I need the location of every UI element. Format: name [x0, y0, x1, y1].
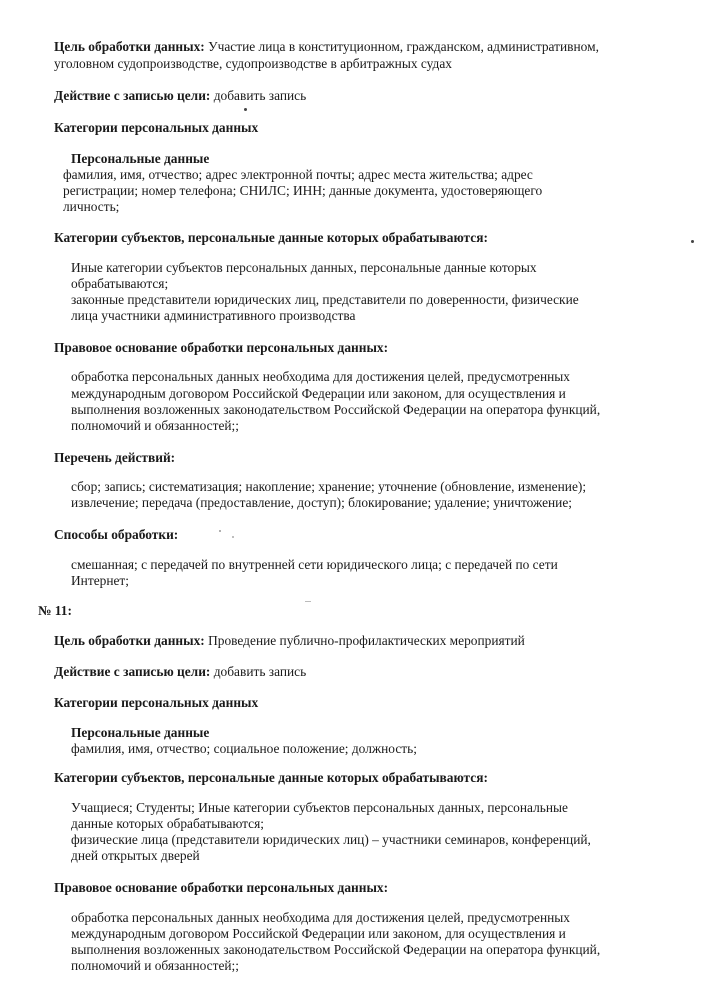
- actions-line-1: сбор; запись; систематизация; накопление; хранение; уточнение (обновление, изменение);: [71, 479, 587, 494]
- purpose-label: Цель обработки данных:: [54, 39, 205, 54]
- action-value: добавить запись: [213, 88, 307, 103]
- action-line: [54, 664, 306, 681]
- subjects-line-2: обрабатываются;: [71, 276, 169, 291]
- subjects-line-3: физические лица (представители юридических лиц) – участники семинаров, конференций,: [71, 832, 591, 847]
- action-label: Действие с записью цели:: [54, 664, 211, 679]
- scan-speck: [219, 530, 221, 532]
- pd-list-line-2: регистрации; номер телефона; СНИЛС; ИНН; данные документа, удостоверяющего: [63, 183, 543, 198]
- purpose-line-2: уголовном судопроизводстве, судопроизводстве в арбитражных судах: [54, 56, 452, 71]
- actions-line-2: извлечение; передача (предоставление, доступ); блокирование; удаление; уничтожение;: [71, 495, 573, 510]
- scan-speck: [691, 240, 694, 243]
- purpose-label: Цель обработки данных:: [54, 633, 205, 648]
- methods-heading: Способы обработки:: [54, 527, 179, 542]
- legal-line-4: полномочий и обязанностей;;: [71, 958, 239, 973]
- subjects-line-4: лица участники административного производства: [71, 308, 356, 323]
- action-line: [54, 88, 306, 105]
- purpose-value: Участие лица в конституционном, гражданском, административном,: [208, 39, 599, 54]
- pd-list-line-1: фамилия, имя, отчество; социальное положение; должность;: [71, 741, 417, 756]
- scan-speck: [244, 108, 247, 111]
- subjects-line-2: данные которых обрабатываются;: [71, 816, 264, 831]
- action-label: Действие с записью цели:: [54, 88, 211, 103]
- purpose-line: [54, 633, 525, 650]
- legal-line-1: обработка персональных данных необходима для достижения целей, предусмотренных: [71, 910, 570, 925]
- legal-line-4: полномочий и обязанностей;;: [71, 418, 239, 433]
- scan-speck: [305, 601, 311, 602]
- pd-categories-heading: Категории персональных данных: [54, 120, 259, 135]
- legal-line-3: выполнения возложенных законодательством Российской Федерации на оператора функций,: [71, 402, 601, 417]
- legal-line-2: международным договором Российской Федерации или законом, для осуществления и: [71, 386, 566, 401]
- pd-subheading: Персональные данные: [71, 151, 210, 166]
- legal-line-2: международным договором Российской Федерации или законом, для осуществления и: [71, 926, 566, 941]
- pd-list-line-3: личность;: [63, 199, 120, 214]
- subjects-line-1: Учащиеся; Студенты; Иные категории субъектов персональных данных, персональные: [71, 800, 568, 815]
- subjects-line-1: Иные категории субъектов персональных данных, персональные данные которых: [71, 260, 537, 275]
- pd-subheading: Персональные данные: [71, 725, 210, 740]
- methods-line-1: смешанная; с передачей по внутренней сети юридического лица; с передачей по сети: [71, 557, 558, 572]
- legal-heading: Правовое основание обработки персональных данных:: [54, 880, 389, 895]
- legal-heading: Правовое основание обработки персональных данных:: [54, 340, 389, 355]
- pd-categories-heading: Категории персональных данных: [54, 695, 259, 710]
- methods-line-2: Интернет;: [71, 573, 130, 588]
- purpose-line-1: [54, 39, 599, 56]
- subjects-heading: Категории субъектов, персональные данные которых обрабатываются:: [54, 770, 488, 785]
- purpose-value: Проведение публично-профилактических мероприятий: [208, 633, 525, 648]
- action-value: добавить запись: [213, 664, 307, 679]
- actions-heading: Перечень действий:: [54, 450, 176, 465]
- pd-list-line-1: фамилия, имя, отчество; адрес электронной почты; адрес места жительства; адрес: [63, 167, 533, 182]
- legal-line-3: выполнения возложенных законодательством Российской Федерации на оператора функций,: [71, 942, 601, 957]
- record-number: № 11:: [38, 603, 72, 618]
- subjects-line-3: законные представители юридических лиц, представители по доверенности, физические: [71, 292, 579, 307]
- scan-speck: [232, 536, 234, 538]
- legal-line-1: обработка персональных данных необходима для достижения целей, предусмотренных: [71, 369, 570, 384]
- subjects-heading: Категории субъектов, персональные данные которых обрабатываются:: [54, 230, 488, 245]
- subjects-line-4: дней открытых дверей: [71, 848, 200, 863]
